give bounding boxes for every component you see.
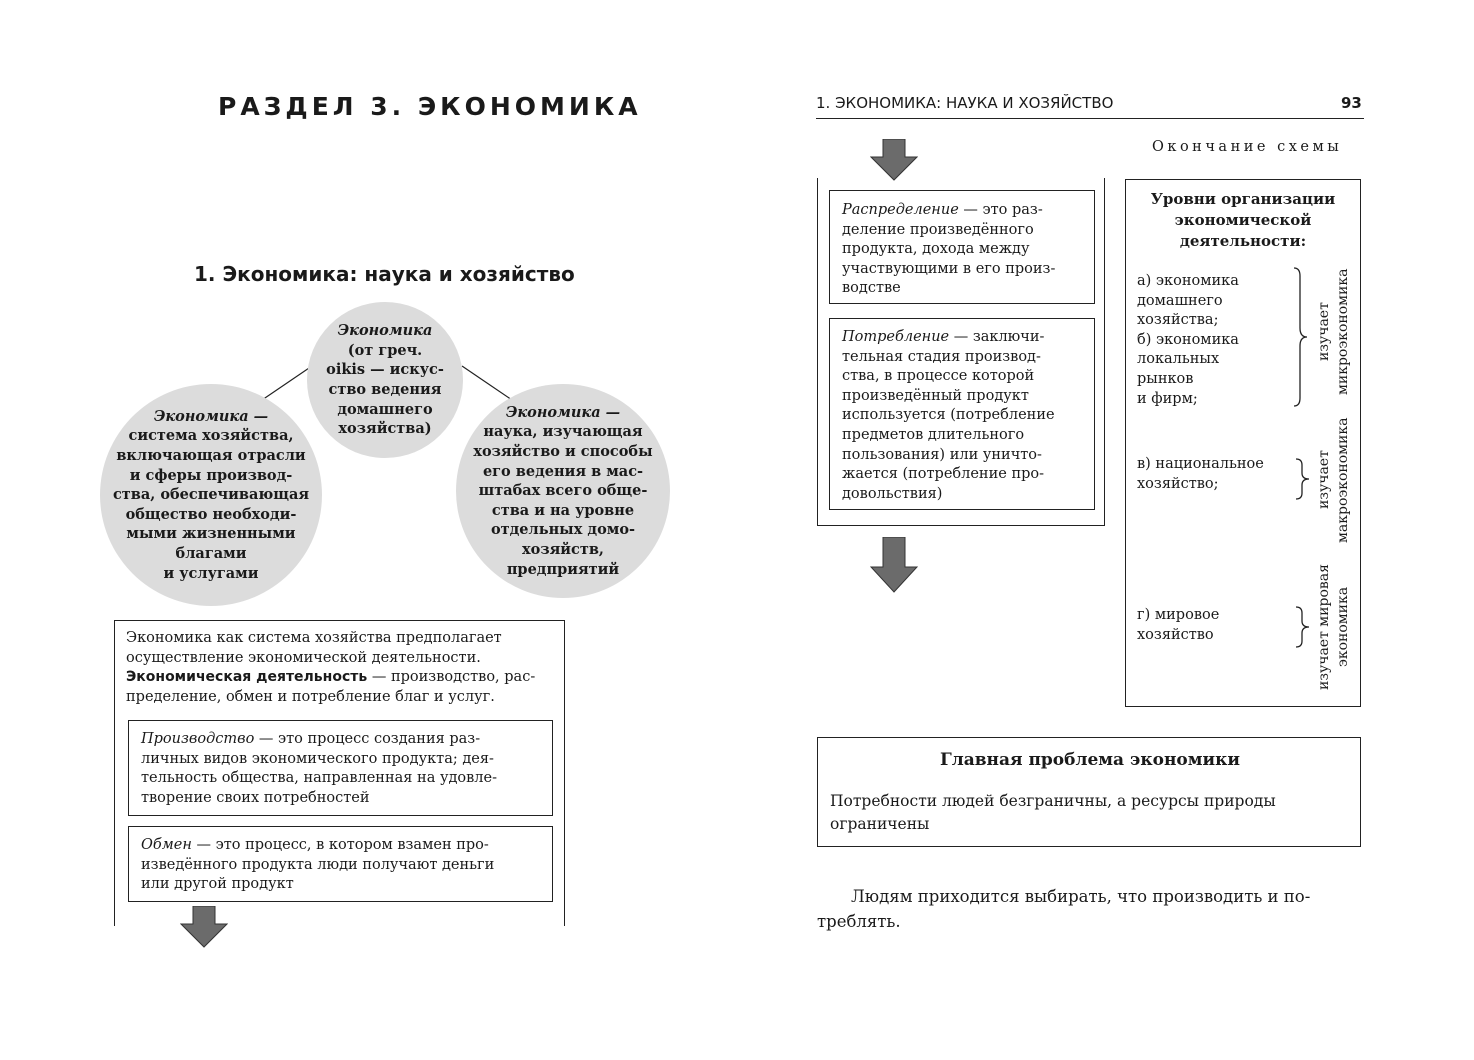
brace-world-icon [1290, 605, 1312, 649]
main-problem-text: Потребности людей безграничны, а ресурсы природы ограничены [830, 792, 1276, 833]
header-rule [816, 118, 1364, 119]
conclusion-paragraph: Людям приходится выбирать, что производить и по- треблять. [817, 887, 1311, 931]
label-microeconomics: изучает микроэкономика [1316, 268, 1351, 396]
connector-right [462, 366, 512, 400]
label-macroeconomics: изучает макроэкономика [1316, 417, 1351, 543]
exchange-box: Обмен — это процесс, в котором взамен про- изведённого продукта люди получают деньги или другой продукт [128, 826, 553, 902]
chapter-title: 1. Экономика: наука и хозяйство [194, 262, 575, 286]
circle-etymology: Экономика (от греч. oikis — искус- ство ведения домашнего хозяйства) [307, 302, 463, 458]
main-problem-title: Главная проблема экономики [939, 750, 1240, 770]
section-title: РАЗДЕЛ 3. ЭКОНОМИКА [218, 92, 642, 121]
levels-a-b: а) экономика домашнего хозяйства; б) экономика локальных рынков и фирм; [1137, 273, 1239, 407]
distribution-box: Распределение — это раз- деление произведённого продукта, дохода между участвующими в его произ- водстве [829, 190, 1095, 304]
arrow-down-icon [870, 139, 918, 181]
levels-title: Уровни организации экономической деятельности: [1150, 190, 1336, 250]
page-number: 93 [1341, 94, 1362, 112]
brace-macro-icon [1290, 457, 1312, 501]
circle-top-term: Экономика [337, 322, 433, 340]
economic-activity-text: Экономика как система хозяйства предполагает осуществление экономической деятельности. Экономическая деятельность — производство, рас- пределение, обмен и потребление благ и услуг. [126, 630, 536, 705]
arrow-down-icon [870, 537, 918, 594]
levels-g: г) мировое хозяйство [1137, 607, 1220, 643]
connector-left [262, 366, 312, 400]
main-problem-box [817, 737, 1361, 847]
circle-economy-system: Экономика — система хозяйства, включающая отрасли и сферы производ- ства, обеспечивающая общество необходи- мыми жизненными благами и услугами [100, 384, 322, 606]
production-box: Производство — это процесс создания раз- личных видов экономического продукта; дея- тельность общества, направленная на удовле- творение своих потребностей [128, 720, 553, 816]
levels-v: в) национальное хозяйство; [1137, 456, 1264, 492]
arrow-down-icon [180, 906, 228, 948]
scheme-ending-label: Окончание схемы [1152, 139, 1343, 155]
label-world-economy: изучает мировая экономика [1316, 564, 1351, 690]
brace-micro-icon [1288, 266, 1310, 408]
consumption-box: Потребление — заключи- тельная стадия производ- ства, в процессе которой произведённый продукт используется (потребление предметов длительного пользования) или уничто- жается (потребление про- довольствия) [829, 318, 1095, 510]
circle-economy-science: Экономика — наука, изучающая хозяйство и способы его ведения в мас- штабах всего обще- ства и на уровне отдельных домо- хозяйств, предприятий [456, 384, 670, 598]
running-header: 1. ЭКОНОМИКА: НАУКА И ХОЗЯЙСТВО [816, 94, 1114, 112]
